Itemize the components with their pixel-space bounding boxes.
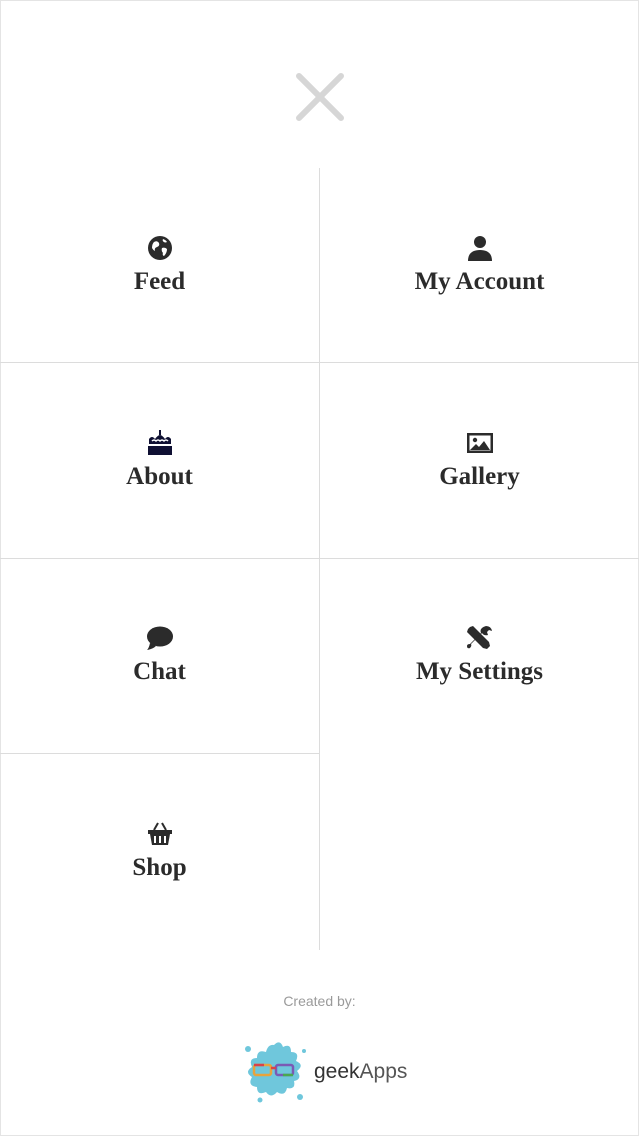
geekapps-logo[interactable] [240,1036,410,1108]
menu-item-about[interactable] [0,363,319,558]
menu-item-label: My Settings [415,657,544,685]
user-icon [466,234,494,262]
menu-item-label: Gallery [439,462,520,490]
geekapps-splash-icon [240,1037,308,1107]
close-menu-button[interactable] [294,72,346,122]
menu-grid [0,168,639,950]
tools-icon [466,624,494,652]
brand-name [314,1060,407,1084]
menu-item-label: Chat [133,657,186,685]
globe-icon [146,234,174,262]
menu-item-my-settings[interactable] [320,558,639,753]
basket-icon [146,820,174,848]
created-by-label: Created by: [283,993,356,1009]
menu-item-feed[interactable] [0,168,319,363]
crown-cake-icon [146,429,174,457]
close-icon [294,72,346,122]
menu-item-label: My Account [414,267,545,295]
menu-item-my-account[interactable] [320,168,639,363]
brand-name-bold: geek [314,1060,360,1083]
menu-item-gallery[interactable] [320,363,639,558]
brand-name-light: Apps [359,1060,408,1083]
menu-item-chat[interactable] [0,558,319,753]
menu-item-label: About [126,462,193,490]
chat-bubble-icon [146,624,174,652]
image-icon [466,429,494,457]
menu-item-label: Shop [132,853,187,881]
menu-item-shop[interactable] [0,754,319,949]
menu-item-label: Feed [133,267,186,295]
